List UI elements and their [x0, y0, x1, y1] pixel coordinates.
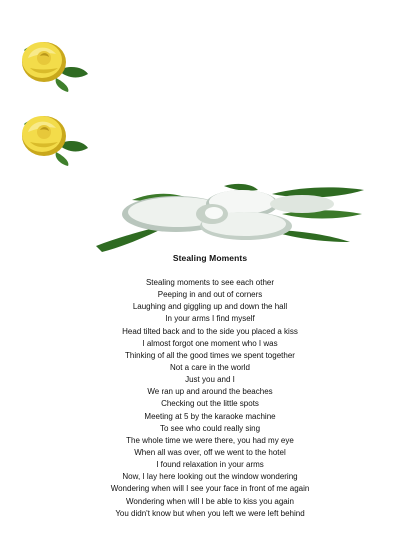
- white-gardenia-flower-icon: [92, 180, 368, 254]
- poem-line: I found relaxation in your arms: [156, 460, 264, 470]
- poem-line: Meeting at 5 by the karaoke machine: [144, 411, 276, 421]
- poem-line: Peeping in and out of corners: [157, 290, 263, 300]
- poem-line: Laughing and giggling up and down the hall: [132, 302, 288, 312]
- poem-line: In your arms I find myself: [165, 314, 255, 324]
- yellow-rose-icon: [18, 34, 90, 92]
- poem-line: When all was over, off we went to the hotel: [134, 447, 286, 457]
- poem-line: Wondering when will I be able to kiss you again: [126, 496, 294, 506]
- poem-title: Stealing Moments: [172, 253, 248, 263]
- poem-line: You didn't know but when you left we were left behind: [115, 508, 305, 518]
- poem-line: I almost forgot one moment who I was: [142, 338, 278, 348]
- poem-line: The whole time we were there, you had my eye: [126, 435, 294, 445]
- poem-line: Wondering when will I see your face in front of me again: [110, 484, 310, 494]
- poem-line: Checking out the little spots: [161, 399, 259, 409]
- poem-line: Stealing moments to see each other: [145, 278, 275, 287]
- poem-line: Now, I lay here looking out the window wondering: [122, 472, 298, 482]
- poem-line: Just you and I: [185, 375, 235, 385]
- poem-line: To see who could really sing: [159, 423, 261, 433]
- poem-line: We ran up and around the beaches: [147, 387, 273, 397]
- yellow-rose-icon: [18, 108, 90, 166]
- poem-line: Head tilted back and to the side you placed a kiss: [122, 326, 298, 336]
- poem-body: [0, 277, 420, 520]
- poem-line: Not a care in the world: [169, 362, 251, 372]
- poem-line: Thinking of all the good times we spent together: [125, 350, 295, 360]
